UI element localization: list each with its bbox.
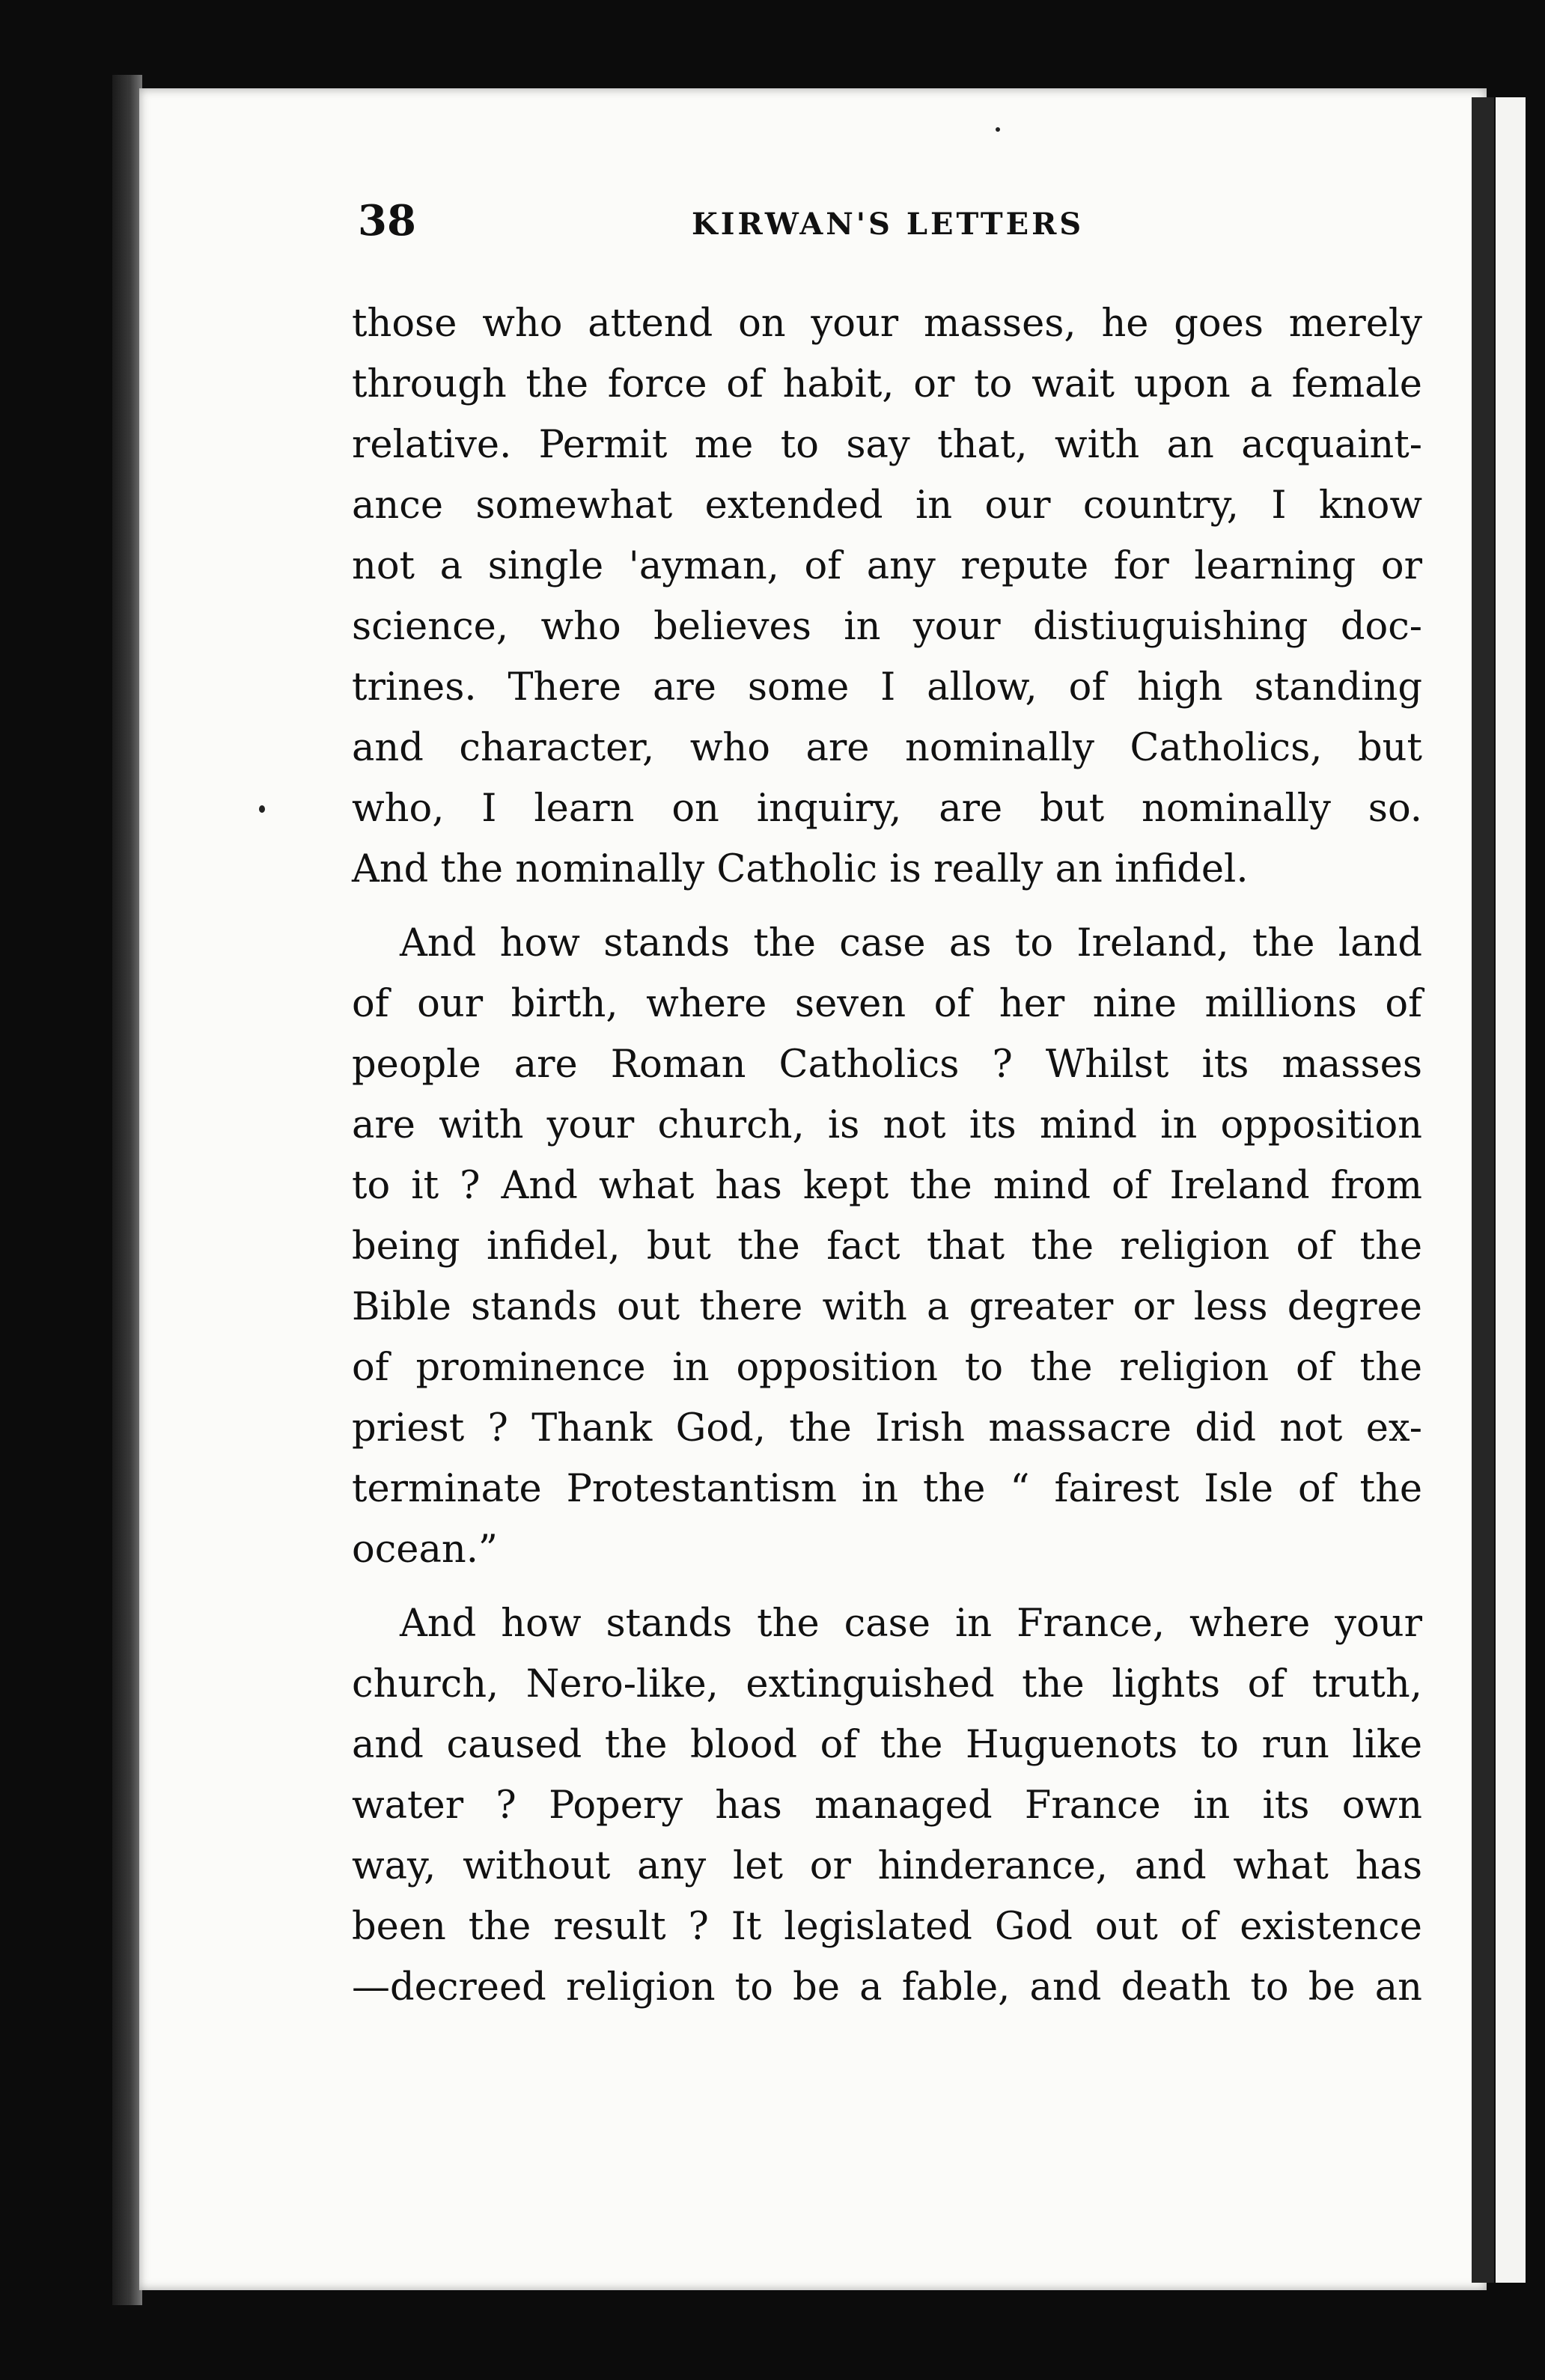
text-line: church, Nero-like, extinguished the lights of truth, <box>352 1662 1422 1706</box>
page-number: 38 <box>358 196 416 245</box>
text-line: ance somewhat extended in our country, I know <box>352 483 1422 528</box>
running-title: KIRWAN'S LETTERS <box>692 207 1085 242</box>
text-line: water ? Popery has managed France in its own <box>352 1784 1422 1828</box>
text-line: —decreed religion to be a fable, and death to be an <box>352 1965 1422 2010</box>
text-line: been the result ? It legislated God out of existence <box>352 1905 1422 1949</box>
text-line: relative. Permit me to say that, with an acquaint- <box>352 423 1422 467</box>
paragraph-gap <box>352 900 1422 913</box>
body-text <box>352 293 1422 2018</box>
paragraph-2 <box>352 913 1422 1580</box>
text-line: and caused the blood of the Huguenots to run like <box>352 1723 1422 1767</box>
text-line: and character, who are nominally Catholics, but <box>352 726 1422 770</box>
book-edge-left <box>112 75 142 2305</box>
text-line: And how stands the case in France, where your <box>400 1602 1422 1646</box>
text-line: through the force of habit, or to wait upon a female <box>352 362 1422 406</box>
text-line: trines. There are some I allow, of high standing <box>352 665 1422 710</box>
text-line: who, I learn on inquiry, are but nominally so. <box>352 787 1422 831</box>
text-line: priest ? Thank God, the Irish massacre did not ex- <box>352 1406 1422 1450</box>
text-line: of our birth, where seven of her nine millions of <box>352 982 1422 1026</box>
text-line: terminate Protestantism in the “ fairest Isle of the <box>352 1467 1422 1511</box>
text-line: not a single 'ayman, of any repute for learning or <box>352 544 1422 588</box>
text-line: And how stands the case as to Ireland, the land <box>400 921 1422 965</box>
text-line: Bible stands out there with a greater or less degree <box>352 1285 1422 1329</box>
facing-page-edge <box>1496 97 1526 2283</box>
page-header <box>358 196 1421 263</box>
dust-speck <box>259 805 265 813</box>
text-line: people are Roman Catholics ? Whilst its masses <box>352 1043 1422 1087</box>
text-line: ocean.” <box>352 1528 498 1572</box>
text-line: those who attend on your masses, he goes merely <box>352 302 1422 346</box>
paragraph-gap <box>352 1580 1422 1593</box>
text-line: to it ? And what has kept the mind of Ireland from <box>352 1164 1422 1208</box>
text-line: way, without any let or hinderance, and what has <box>352 1844 1422 1888</box>
text-line: of prominence in opposition to the religion of the <box>352 1346 1422 1390</box>
text-line: are with your church, is not its mind in opposition <box>352 1103 1422 1147</box>
dust-speck <box>996 127 1000 132</box>
paragraph-3 <box>352 1593 1422 2018</box>
paragraph-1 <box>352 293 1422 900</box>
text-line: being infidel, but the fact that the religion of the <box>352 1224 1422 1269</box>
book-gutter <box>1472 97 1494 2283</box>
text-line: And the nominally Catholic is really an infidel. <box>352 847 1249 891</box>
text-line: science, who believes in your distiuguishing doc- <box>352 605 1422 649</box>
